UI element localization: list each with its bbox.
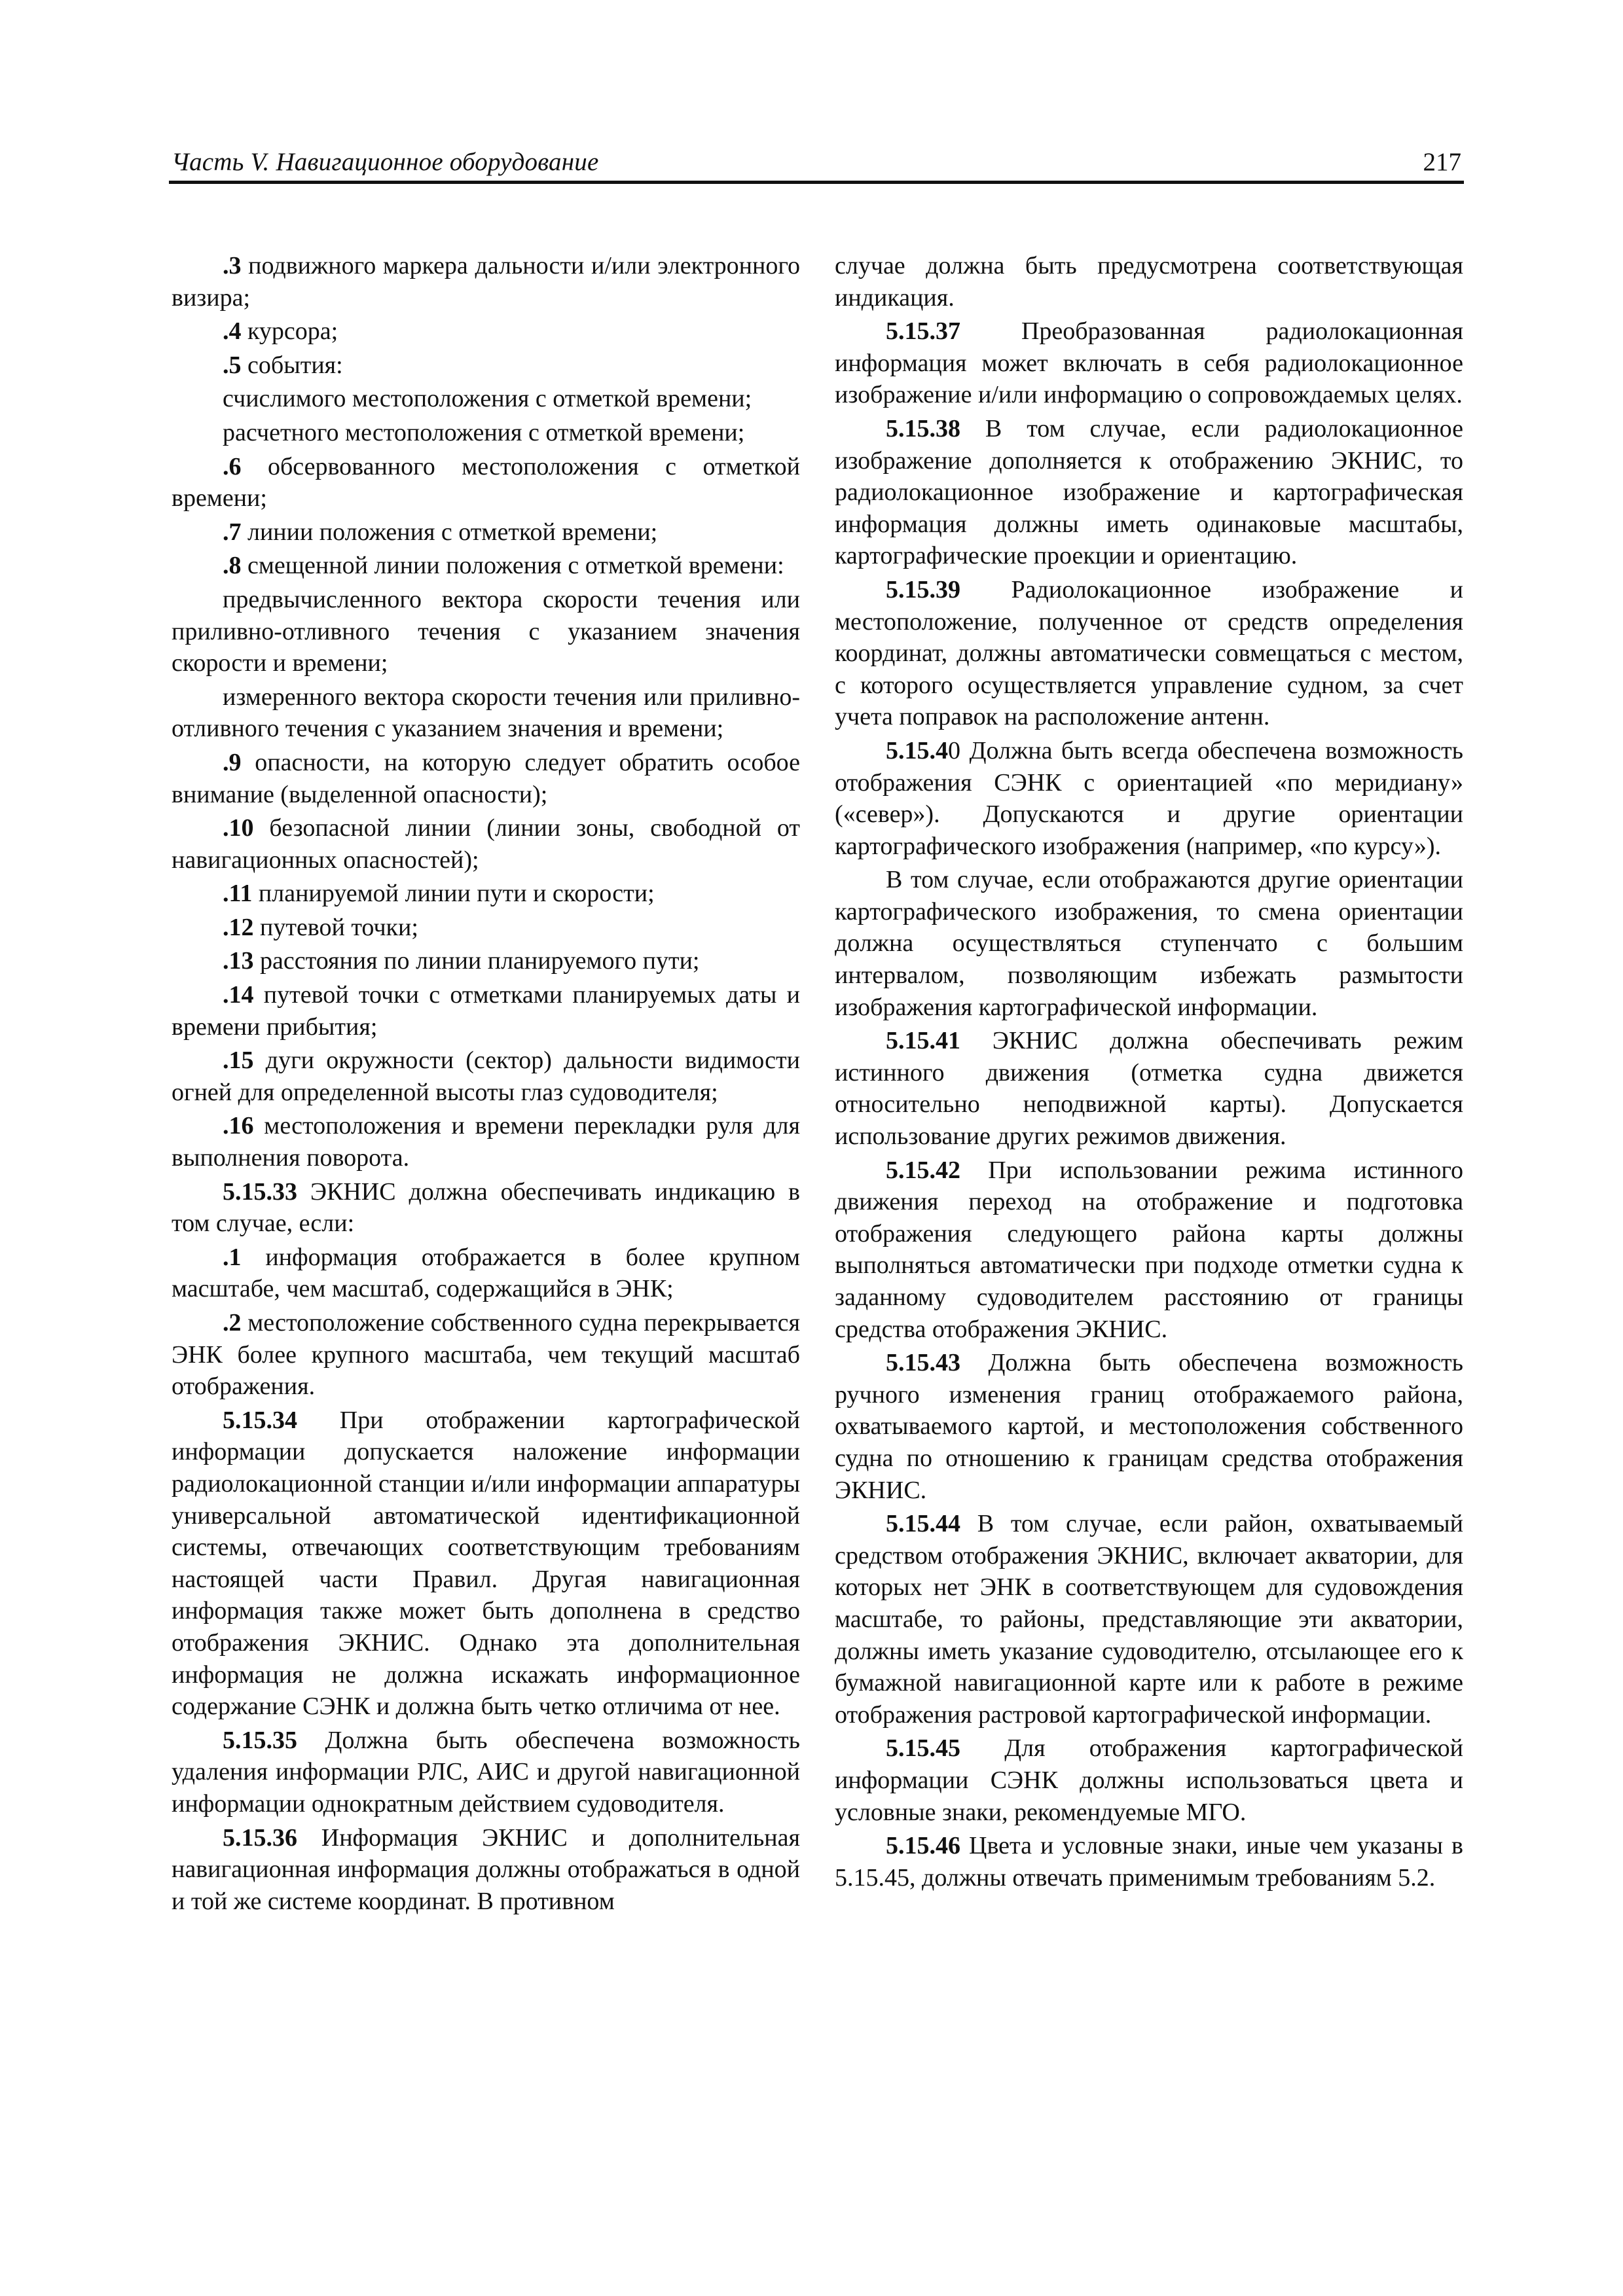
paragraph-text: Информация ЭКНИС и дополнительная навигационная информация должны отображаться в одной и той же системе координат. В противном (172, 1823, 800, 1915)
paragraph (835, 1025, 1463, 1152)
paragraph (172, 550, 800, 582)
paragraph-text: расчетного местоположения с отметкой времени; (223, 418, 745, 446)
page-number: 217 (1423, 148, 1461, 176)
paragraph (835, 1508, 1463, 1731)
paragraph-text: курсора; (241, 317, 338, 346)
paragraph-text: При отображении картографической информации допускается наложение информации радиолокационной станции и/или информации аппаратуры универсальной автоматической идентификационной системы, отвечающих соответствующим требованиям настоящей части Правил. Другая навигационная информация также может быть дополнена в средство отображения ЭКНИС. Однако эта дополнительная информация не должна искажать информационное содержание СЭНК и должна быть четко отличима от нее. (172, 1406, 800, 1721)
paragraph-text: 0 Должна быть всегда обеспечена возможность отображения СЭНК с ориентацией «по меридиану» («север»). Допускаются и другие ориентации картографического изображения (например, «по курсу»). (835, 736, 1463, 860)
item-number: .2 (223, 1309, 242, 1336)
paragraph-text: подвижного маркера дальности и/или электронного визира; (172, 252, 800, 312)
paragraph-text: дуги окружности (сектор) дальности видимости огней для определенной высоты глаз судоводителя; (172, 1047, 800, 1106)
paragraph (172, 250, 800, 314)
item-number: 5.15.45 (886, 1734, 960, 1763)
running-header-title: Часть V. Навигационное оборудование (172, 148, 599, 176)
paragraph-text: ЭКНИС должна обеспечивать режим истинного движения (отметка судна движется относительно неподвижной карты). Допускается использование других режимов движения. (835, 1027, 1463, 1151)
paragraph-text: В том случае, если район, охватываемый средством отображения ЭКНИС, включает акватории, для которых нет ЭНК в соответствующем для судовождения масштабе, то районы, представляющие эти акватории, должны иметь указание судоводителю, отсылающее его к бумажной навигационной карте или к работе в режиме отображения растровой картографической информации. (835, 1510, 1463, 1729)
paragraph (172, 1045, 800, 1108)
paragraph (835, 250, 1463, 314)
paragraph (835, 315, 1463, 411)
paragraph (172, 878, 800, 910)
paragraph (172, 912, 800, 944)
paragraph (835, 735, 1463, 862)
paragraph-text: Должна быть обеспечена возможность удаления информации РЛС, АИС и другой навигационной информации однократным действием судоводителя. (172, 1726, 800, 1818)
item-number: .6 (223, 452, 242, 480)
paragraph-text: путевой точки с отметками планируемых даты и времени прибытия; (172, 981, 800, 1041)
paragraph (172, 945, 800, 977)
item-number: 5.15.4 (886, 736, 948, 764)
paragraph-text: измеренного вектора скорости течения или приливно-отливного течения с указанием значения и времени; (172, 683, 800, 743)
item-number: .13 (223, 947, 254, 975)
paragraph-text: Цвета и условные знаки, иные чем указаны в 5.15.45, должны отвечать применимым требованиям 5.2. (835, 1832, 1463, 1892)
paragraph (172, 1405, 800, 1723)
paragraph (172, 451, 800, 514)
item-number: 5.15.44 (886, 1510, 960, 1538)
item-number: .10 (223, 814, 254, 842)
paragraph (835, 864, 1463, 1023)
paragraph (172, 747, 800, 810)
paragraph (172, 1725, 800, 1820)
left-column (172, 250, 800, 1919)
paragraph (172, 681, 800, 745)
item-number: .8 (223, 552, 242, 580)
paragraph-text: В том случае, если радиолокационное изображение дополняется к отображению ЭКНИС, то радиолокационное изображение и картографическая информация должны иметь одинаковые масштабы, картографические проекции и ориентацию. (835, 414, 1463, 570)
item-number: 5.15.33 (223, 1177, 297, 1206)
item-number: .4 (223, 317, 242, 346)
paragraph-text: Радиолокационное изображение и местоположение, полученное от средств определения координат, должны автоматически совмещаться с местом, с которого осуществляется управление судном, за счет учета поправок на расположение антенн. (835, 575, 1463, 731)
paragraph (172, 979, 800, 1043)
paragraph-text: В том случае, если отображаются другие ориентации картографического изображения, то смена ориентации должна осуществляться ступенчато с большим интервалом, позволяющим избежать размытости изображения картографической информации. (835, 866, 1463, 1021)
paragraph (172, 383, 800, 415)
paragraph (172, 1110, 800, 1174)
item-number: .1 (223, 1243, 242, 1271)
item-number: .9 (223, 748, 242, 776)
paragraph (172, 812, 800, 876)
paragraph-text: предвычисленного вектора скорости течения или приливно-отливного течения с указанием значения скорости и времени; (172, 585, 800, 677)
item-number: .16 (223, 1112, 254, 1140)
paragraph (835, 1732, 1463, 1828)
paragraph-text: линии положения с отметкой времени; (241, 518, 658, 546)
item-number: .5 (223, 351, 242, 379)
paragraph (835, 413, 1463, 572)
paragraph (172, 1176, 800, 1240)
paragraph (172, 1307, 800, 1403)
item-number: 5.15.36 (223, 1823, 297, 1852)
paragraph-text: случае должна быть предусмотрена соответствующая индикация. (835, 252, 1463, 312)
paragraph (172, 1242, 800, 1305)
paragraph-text: путевой точки; (253, 913, 418, 941)
paragraph-text: опасности, на которую следует обратить особое внимание (выделенной опасности); (172, 748, 800, 808)
item-number: 5.15.37 (886, 317, 960, 346)
item-number: 5.15.46 (886, 1832, 960, 1860)
item-number: .15 (223, 1047, 254, 1075)
paragraph-text: ЭКНИС должна обеспечивать индикацию в том случае, если: (172, 1177, 800, 1238)
item-number: 5.15.39 (886, 575, 960, 603)
paragraph (835, 1155, 1463, 1346)
paragraph-text: обсервованного местоположения с отметкой времени; (172, 452, 800, 512)
paragraph (172, 350, 800, 382)
paragraph-text: При использовании режима истинного движения переход на отображение и подготовка отображения следующего района карты должны выполняться автоматически при подходе отметки судна к заданному судоводителем расстоянию от границы средства отображения ЭКНИС. (835, 1156, 1463, 1343)
item-number: .14 (223, 981, 254, 1009)
paragraph (172, 315, 800, 348)
paragraph-text: Должна быть обеспечена возможность ручного изменения границ отображаемого района, охватываемого картой, и местоположения собственного судна по отношению к границам средства отображения ЭКНИС. (835, 1349, 1463, 1504)
paragraph-text: местоположения и времени перекладки руля для выполнения поворота. (172, 1112, 800, 1172)
paragraph-text: местоположение собственного судна перекрывается ЭНК более крупного масштаба, чем текущий масштаб отображения. (172, 1309, 800, 1401)
paragraph (172, 516, 800, 548)
right-column (835, 250, 1463, 1895)
paragraph-text: информация отображается в более крупном масштабе, чем масштаб, содержащийся в ЭНК; (172, 1243, 800, 1303)
paragraph (172, 417, 800, 449)
item-number: .11 (223, 880, 253, 908)
item-number: .12 (223, 913, 254, 941)
paragraph-text: события: (241, 351, 343, 379)
page-header (169, 145, 1464, 184)
paragraph-text: Преобразованная радиолокационная информация может включать в себя радиолокационное изображение и/или информацию о сопровождаемых целях. (835, 317, 1463, 409)
paragraph (835, 1830, 1463, 1893)
paragraph-text: счислимого местоположения с отметкой времени; (223, 385, 752, 413)
paragraph (835, 574, 1463, 733)
paragraph-text: планируемой линии пути и скорости; (252, 880, 655, 908)
item-number: 5.15.42 (886, 1156, 960, 1184)
paragraph (172, 584, 800, 679)
paragraph-text: смещенной линии положения с отметкой времени: (241, 552, 784, 580)
paragraph (835, 1347, 1463, 1506)
item-number: 5.15.43 (886, 1349, 960, 1377)
paragraph-text: безопасной линии (линии зоны, свободной от навигационных опасностей); (172, 814, 800, 874)
item-number: .7 (223, 518, 242, 546)
item-number: .3 (223, 252, 242, 279)
paragraph-text: Для отображения картографической информации СЭНК должны использоваться цвета и условные знаки, рекомендуемые МГО. (835, 1734, 1463, 1826)
item-number: 5.15.38 (886, 414, 960, 442)
item-number: 5.15.35 (223, 1726, 297, 1754)
paragraph-text: расстояния по линии планируемого пути; (253, 947, 700, 975)
item-number: 5.15.41 (886, 1027, 960, 1055)
item-number: 5.15.34 (223, 1406, 297, 1434)
paragraph (172, 1822, 800, 1918)
